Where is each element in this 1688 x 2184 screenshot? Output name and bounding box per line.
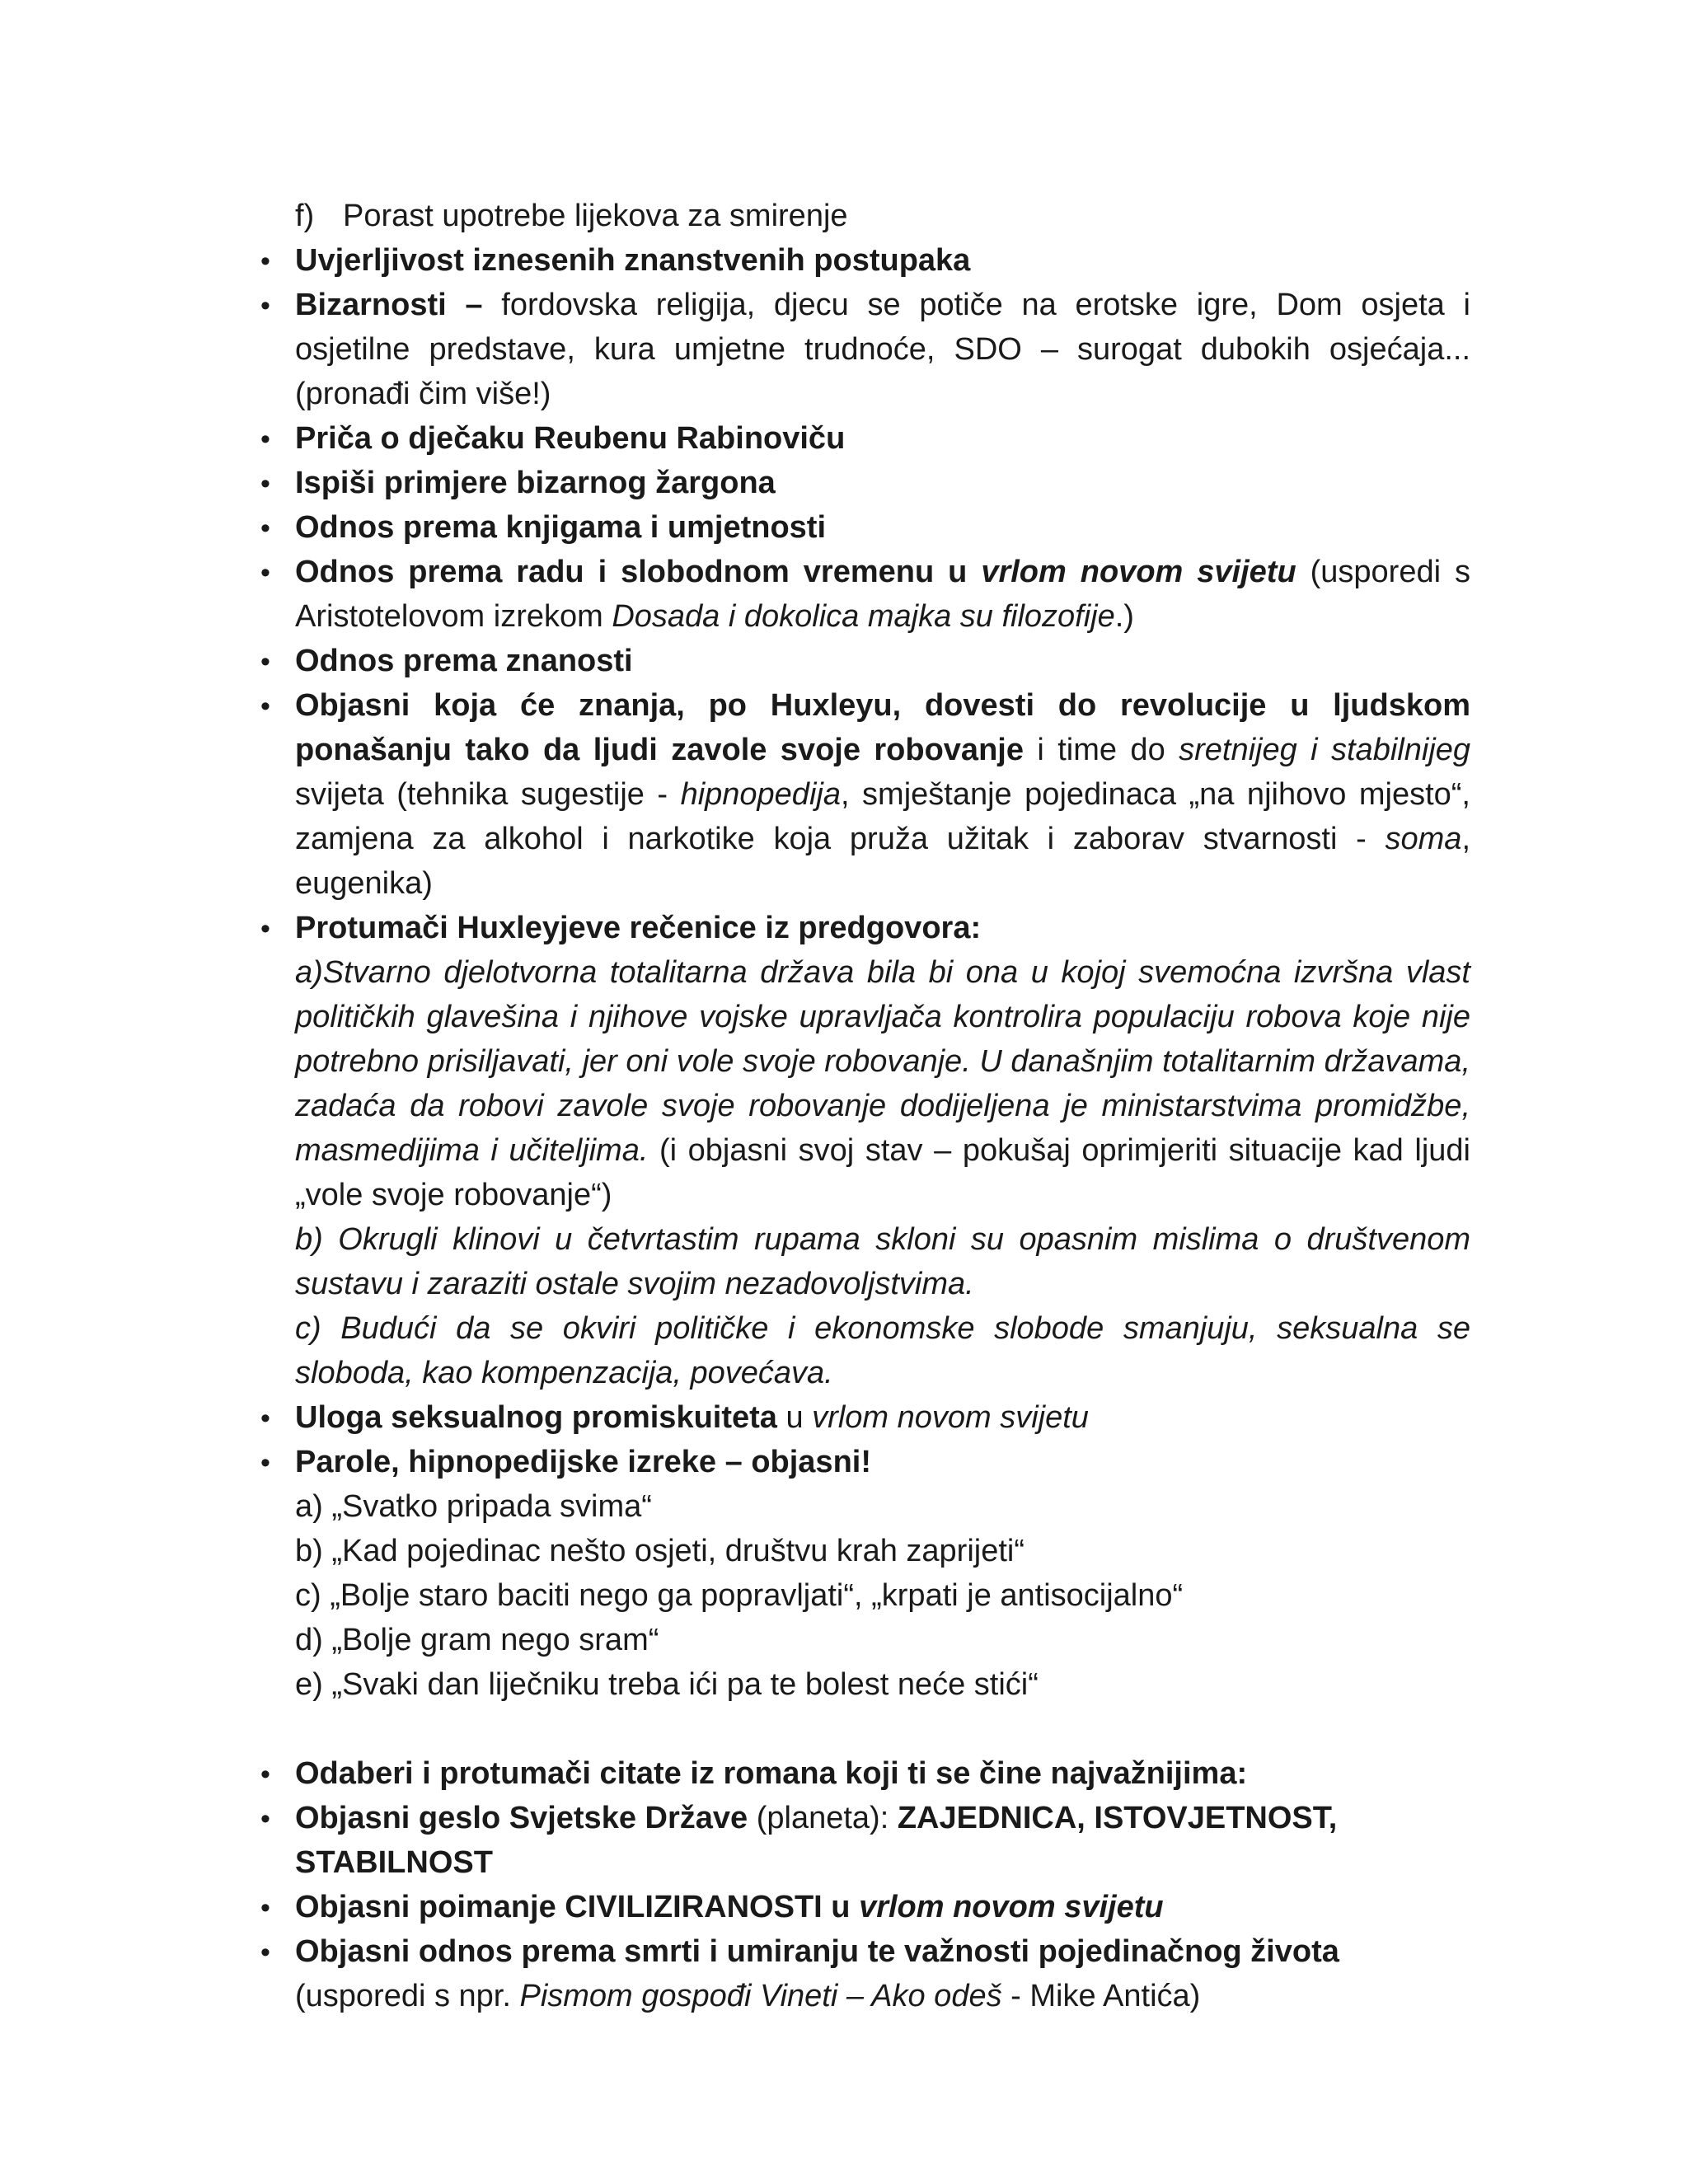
bullet-icon xyxy=(257,550,274,595)
item-ispisi xyxy=(295,461,1470,505)
quote-b xyxy=(295,1217,1470,1306)
blank-line xyxy=(295,1707,1470,1751)
bullet-icon xyxy=(257,283,274,328)
item-f xyxy=(295,194,1470,238)
parola-d: d) „Bolje gram nego sram“ xyxy=(295,1623,659,1657)
item-civilizacija-bold: Objasni poimanje CIVILIZIRANOSTI u xyxy=(295,1890,860,1924)
item-smrt-bold: Objasni odnos prema smrti i umiranju te važnosti pojedinačnog života xyxy=(295,1934,1339,1969)
item-uloga xyxy=(295,1395,1470,1440)
item-geslo-text: (planeta): xyxy=(748,1801,898,1835)
item-parole xyxy=(295,1440,1470,1707)
item-prica-text: Priča o dječaku Reubenu Rabinoviču xyxy=(295,421,846,456)
item-znanja-t3: , smještanje pojedinaca „na njihovo mjesto“, zamjena za alkohol i narkotike koja pruža užitak i zaborav stvarnosti - xyxy=(295,777,1470,856)
item-rad-bold: Odnos prema radu i slobodnom vremenu u xyxy=(295,555,982,589)
item-geslo xyxy=(295,1796,1470,1885)
item-geslo-bold: Objasni geslo Svjetske Države xyxy=(295,1801,748,1835)
item-znanost-text: Odnos prema znanosti xyxy=(295,644,633,678)
bullet-icon xyxy=(257,238,274,284)
item-bizarnosti-text: fordovska religija, djecu se potiče na erotske igre, Dom osjeta i osjetilne predstave, kura umjetne trudnoće, SDO – surogat dubokih osjećaja... (pronađi čim više!) xyxy=(295,288,1470,411)
bullet-icon xyxy=(257,1885,274,1930)
item-smrt-t1: (usporedi s npr. xyxy=(295,1979,520,2013)
item-znanja-t2: svijeta (tehnika sugestije - xyxy=(295,777,681,812)
bullet-icon xyxy=(257,1395,274,1441)
quote-b-text: b) Okrugli klinovi u četvrtastim rupama skloni su opasnim mislima o društvenom sustavu i zaraziti ostale svojim nezadovoljstvima. xyxy=(295,1222,1470,1301)
parola-c: c) „Bolje staro baciti nego ga popravljati“, „krpati je antisocijalno“ xyxy=(295,1578,1184,1613)
quote-c-text: c) Budući da se okviri političke i ekonomske slobode smanjuju, seksualna se sloboda, kao kompenzacija, povećava. xyxy=(295,1311,1470,1390)
item-uvjerljivost-text: Uvjerljivost iznesenih znanstvenih postupaka xyxy=(295,243,971,278)
item-znanja-i3: soma xyxy=(1385,822,1462,856)
item-znanja-i2: hipnopedija xyxy=(680,777,841,812)
quote-a-text: a)Stvarno djelotvorna totalitarna država bila bi ona u kojoj svemoćna izvršna vlast političkih glavešina i njihove vojske upravljača kontrolira populaciju robova koje nije potrebno prisiljavati, jer oni vole svoje robovanje. U današnjim totalitarnim državama, zadaća da robovi zavole svoje robovanje dodijeljena je ministarstvima promidžbe, masmedijima i učiteljima. xyxy=(295,955,1470,1168)
item-knjige xyxy=(295,505,1470,550)
item-odaberi xyxy=(295,1751,1470,1796)
content-column xyxy=(295,194,1470,2018)
item-objasni-znanja xyxy=(295,683,1470,906)
item-smrt xyxy=(295,1929,1470,2018)
item-geslo-motto: ZAJEDNICA, ISTOVJETNOST, STABILNOST xyxy=(295,1801,1338,1880)
bullet-icon xyxy=(257,1929,274,1975)
quote-c xyxy=(295,1306,1470,1395)
item-znanja-t1: i time do xyxy=(1023,733,1179,767)
quote-a xyxy=(295,950,1470,1217)
item-f-prefix: f) xyxy=(295,199,315,233)
item-civilizacija-italic: vrlom novom svijetu xyxy=(859,1890,1164,1924)
bullet-icon xyxy=(257,906,274,951)
item-protumaci-heading: Protumači Huxleyjeve rečenice iz predgovora: xyxy=(295,911,982,945)
parola-b: b) „Kad pojedinac nešto osjeti, društvu krah zaprijeti“ xyxy=(295,1534,1025,1568)
item-znanja-t4: , eugenika) xyxy=(295,822,1470,901)
item-odaberi-text: Odaberi i protumači citate iz romana koji ti se čine najvažnijima: xyxy=(295,1756,1248,1791)
item-rad-text1: (usporedi s Aristotelovom izrekom xyxy=(295,555,1470,634)
quote-a-note: (i objasni svoj stav – pokušaj oprimjeriti situacije kad ljudi „vole svoje robovanje“) xyxy=(295,1133,1471,1212)
bullet-icon xyxy=(257,461,274,506)
item-uloga-italic: vrlom novom svijetu xyxy=(812,1400,1089,1435)
item-znanja-bold: Objasni koja će znanja, po Huxleyu, dovesti do revolucije u ljudskom ponašanju tako da ljudi zavole svoje robovanje xyxy=(295,688,1470,767)
item-knjige-text: Odnos prema knjigama i umjetnosti xyxy=(295,510,827,545)
bullet-icon xyxy=(257,683,274,729)
item-bizarnosti xyxy=(295,283,1470,416)
item-ispisi-text: Ispiši primjere bizarnog žargona xyxy=(295,466,776,500)
bullet-icon xyxy=(257,639,274,684)
parola-e: e) „Svaki dan liječniku treba ići pa te bolest neće stići“ xyxy=(295,1667,1039,1702)
bullet-icon xyxy=(257,1440,274,1485)
item-uloga-bold: Uloga seksualnog promiskuiteta xyxy=(295,1400,777,1435)
item-parole-heading: Parole, hipnopedijske izreke – objasni! xyxy=(295,1445,871,1479)
item-protumaci xyxy=(295,906,1470,1395)
item-smrt-t2: - Mike Antića) xyxy=(1001,1979,1201,2013)
item-rad xyxy=(295,550,1470,639)
item-uvjerljivost xyxy=(295,238,1470,283)
item-rad-text2: .) xyxy=(1114,599,1134,634)
item-bizarnosti-label: Bizarnosti – xyxy=(295,288,483,322)
item-civilizacija xyxy=(295,1885,1470,1929)
item-rad-bold-italic: vrlom novom svijetu xyxy=(981,555,1296,589)
item-smrt-i1: Pismom gospođi Vineti – Ako odeš xyxy=(519,1979,1002,2013)
item-f-text: Porast upotrebe lijekova za smirenje xyxy=(343,199,848,233)
bullet-icon xyxy=(257,1751,274,1797)
item-znanost xyxy=(295,639,1470,683)
item-rad-italic: Dosada i dokolica majka su filozofije xyxy=(612,599,1115,634)
item-znanja-i1: sretnijeg i stabilnijeg xyxy=(1179,733,1470,767)
item-prica xyxy=(295,416,1470,461)
item-uloga-text: u xyxy=(776,1400,813,1435)
bullet-icon xyxy=(257,1796,274,1841)
bullet-icon xyxy=(257,416,274,462)
bullet-icon xyxy=(257,505,274,551)
parola-a: a) „Svatko pripada svima“ xyxy=(295,1489,652,1524)
